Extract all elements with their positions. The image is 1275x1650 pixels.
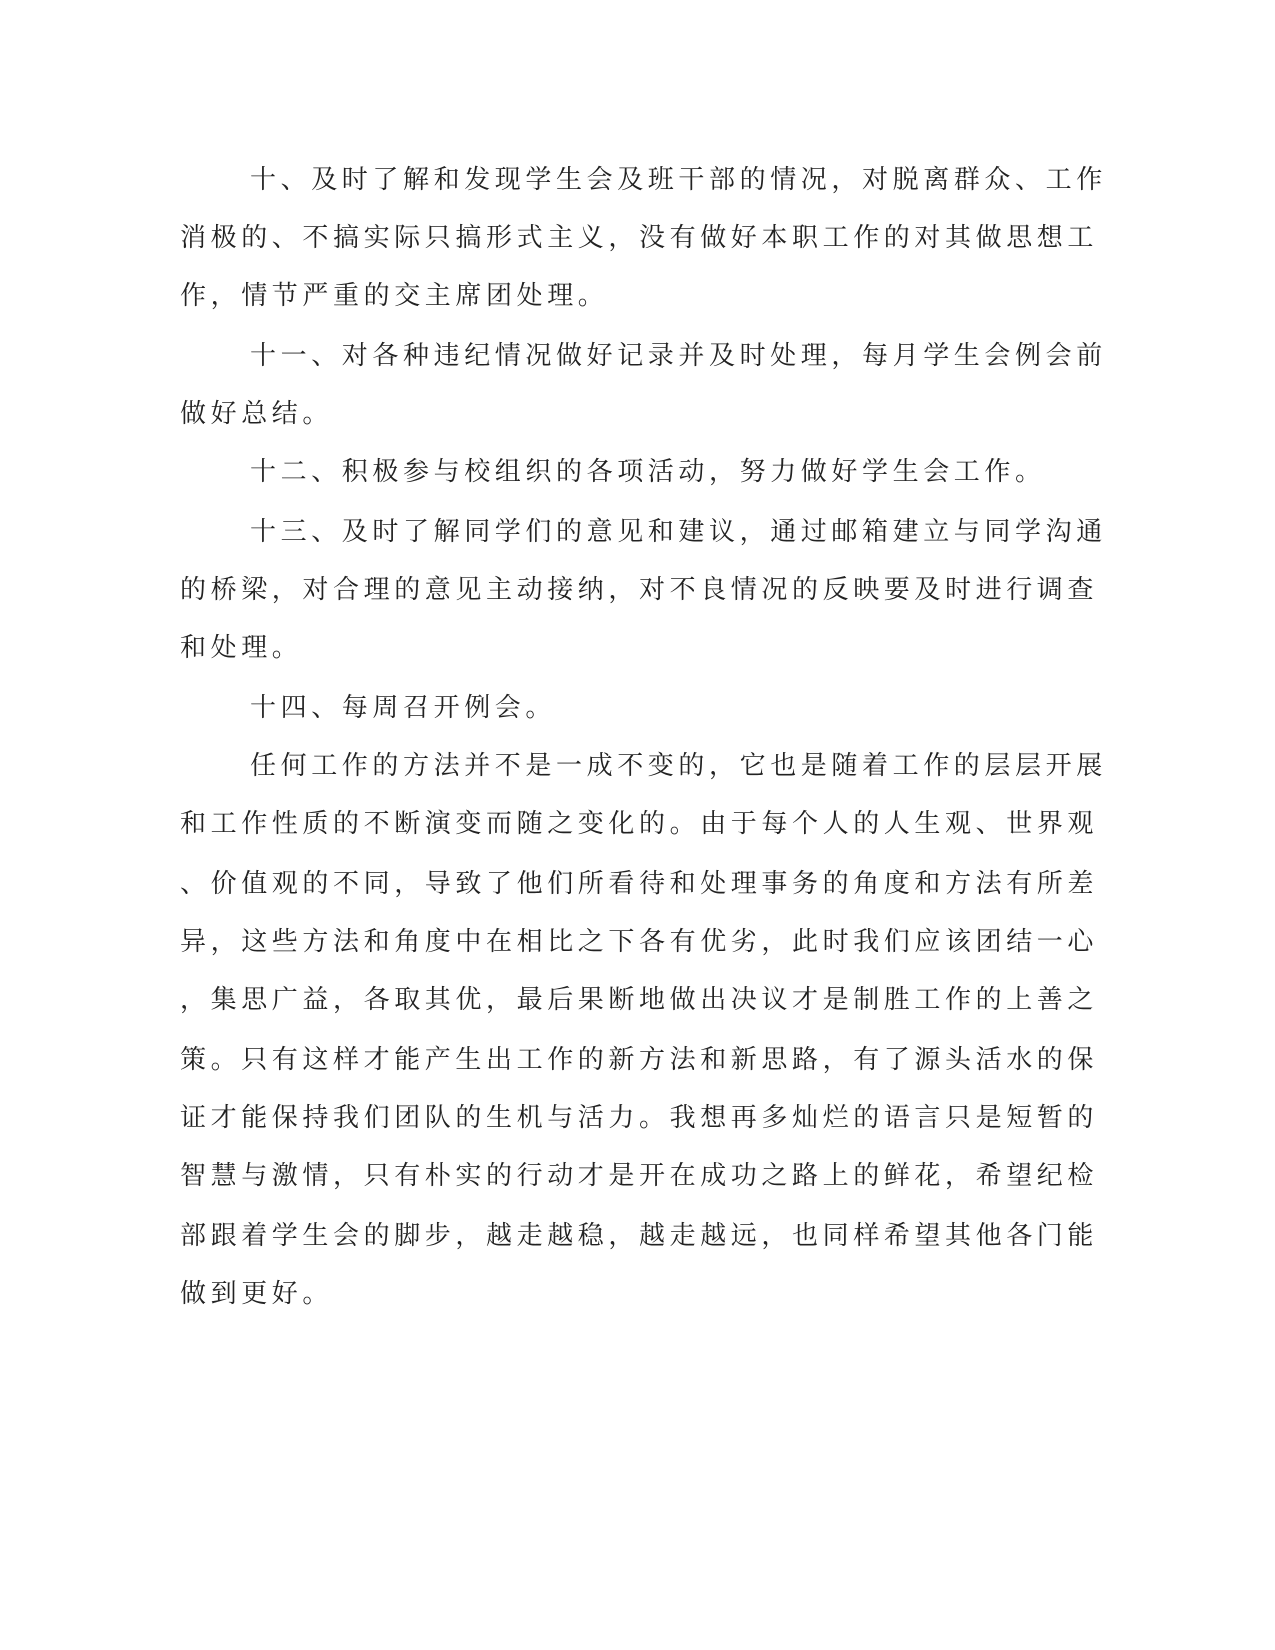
paragraph-11-line-2: 做好总结。 xyxy=(180,399,334,429)
paragraph-closing-line-3: 、价值观的不同，导致了他们所看待和处理事务的角度和方法有所差 xyxy=(180,869,1099,899)
paragraph-14-line-1: 十四、每周召开例会。 xyxy=(250,693,557,723)
paragraph-closing-line-8: 智慧与激情，只有朴实的行动才是开在成功之路上的鲜花，希望纪检 xyxy=(180,1161,1099,1191)
paragraph-13-line-2: 的桥梁，对合理的意见主动接纳，对不良情况的反映要及时进行调查 xyxy=(180,575,1099,605)
paragraph-closing-line-5: ，集思广益，各取其优，最后果断地做出决议才是制胜工作的上善之 xyxy=(180,985,1099,1015)
paragraph-10-line-2: 消极的、不搞实际只搞形式主义，没有做好本职工作的对其做思想工 xyxy=(180,223,1099,253)
paragraph-closing-line-10: 做到更好。 xyxy=(180,1279,334,1309)
paragraph-closing-line-2: 和工作性质的不断演变而随之变化的。由于每个人的人生观、世界观 xyxy=(180,809,1099,839)
paragraph-11-line-1: 十一、对各种违纪情况做好记录并及时处理，每月学生会例会前 xyxy=(250,341,1107,371)
paragraph-closing-line-1: 任何工作的方法并不是一成不变的，它也是随着工作的层层开展 xyxy=(250,751,1107,781)
paragraph-13-line-3: 和处理。 xyxy=(180,633,303,663)
paragraph-closing-line-4: 异，这些方法和角度中在相比之下各有优劣，此时我们应该团结一心 xyxy=(180,927,1099,957)
paragraph-13-line-1: 十三、及时了解同学们的意见和建议，通过邮箱建立与同学沟通 xyxy=(250,517,1107,547)
paragraph-closing-line-6: 策。只有这样才能产生出工作的新方法和新思路，有了源头活水的保 xyxy=(180,1045,1099,1075)
paragraph-10-line-1: 十、及时了解和发现学生会及班干部的情况，对脱离群众、工作 xyxy=(250,165,1107,195)
paragraph-10-line-3: 作，情节严重的交主席团处理。 xyxy=(180,281,609,311)
paragraph-closing-line-7: 证才能保持我们团队的生机与活力。我想再多灿烂的语言只是短暂的 xyxy=(180,1103,1099,1133)
paragraph-12-line-1: 十二、积极参与校组织的各项活动，努力做好学生会工作。 xyxy=(250,457,1046,487)
paragraph-closing-line-9: 部跟着学生会的脚步，越走越稳，越走越远，也同样希望其他各门能 xyxy=(180,1221,1099,1251)
